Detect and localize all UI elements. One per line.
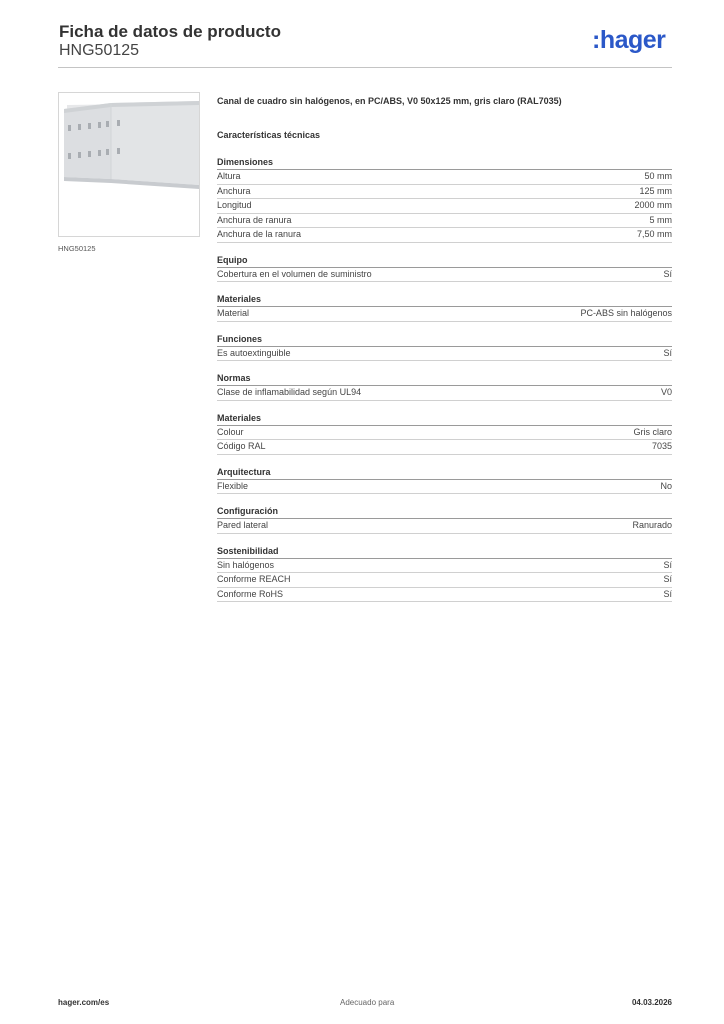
spec-row — [217, 480, 672, 495]
spec-row — [217, 440, 672, 455]
spec-row — [217, 307, 672, 322]
product-description: Canal de cuadro sin halógenos, en PC/ABS, V0 50x125 mm, gris claro (RAL7035) — [217, 96, 562, 106]
spec-value: Sí — [663, 559, 672, 570]
footer-center-text: Adecuado para — [340, 998, 395, 1007]
section-materials-color — [217, 412, 672, 455]
section-title: Materiales — [217, 293, 672, 307]
spec-value: 2000 mm — [634, 200, 672, 210]
spec-row — [217, 588, 672, 603]
spec-value: Sí — [663, 588, 672, 599]
spec-value: Gris claro — [633, 426, 672, 437]
spec-label: Colour — [217, 426, 244, 437]
spec-value: 50 mm — [644, 171, 672, 181]
spec-label: Código RAL — [217, 441, 266, 451]
section-materials — [217, 293, 672, 322]
section-title: Dimensiones — [217, 156, 672, 170]
spec-value: 125 mm — [639, 185, 672, 196]
section-equipment — [217, 254, 672, 283]
technical-characteristics-title: Características técnicas — [217, 130, 321, 140]
spec-value: Sí — [663, 347, 672, 358]
spec-value: Sí — [663, 574, 672, 584]
spec-row — [217, 185, 672, 200]
section-architecture — [217, 466, 672, 495]
spec-row — [217, 199, 672, 214]
spec-value: V0 — [660, 387, 672, 397]
footer-website[interactable]: hager.com/es — [58, 998, 110, 1007]
spec-label: Clase de inflamabilidad según UL94 — [217, 387, 362, 397]
product-details — [217, 95, 672, 602]
spec-label: Anchura de la ranura — [217, 229, 302, 239]
spec-value: 5 mm — [649, 214, 672, 225]
footer-date: 04.03.2026 — [631, 998, 672, 1007]
spec-row — [217, 559, 672, 574]
section-functions — [217, 333, 672, 362]
spec-row — [217, 214, 672, 229]
section-title: Materiales — [217, 412, 672, 426]
spec-label: Longitud — [217, 200, 252, 210]
section-title: Normas — [217, 372, 672, 386]
spec-label: Material — [217, 308, 250, 318]
section-standards — [217, 372, 672, 401]
spec-row — [217, 268, 672, 283]
spec-row — [217, 573, 672, 588]
spec-label: Pared lateral — [217, 520, 269, 530]
product-image — [58, 92, 200, 237]
spec-label: Flexible — [217, 480, 249, 491]
spec-row — [217, 347, 672, 362]
spec-row — [217, 170, 672, 185]
spec-row — [217, 426, 672, 441]
product-code: HNG50125 — [59, 42, 140, 59]
header-divider — [58, 67, 672, 68]
spec-value: Sí — [663, 268, 672, 279]
spec-label: Anchura de ranura — [217, 214, 292, 225]
document-header — [59, 22, 281, 60]
section-sustainability — [217, 545, 672, 603]
document-title: Ficha de datos de producto — [59, 22, 281, 41]
spec-label: Conforme REACH — [217, 574, 291, 584]
spec-label: Es autoextinguible — [217, 347, 291, 358]
logo-text: :hager — [592, 26, 666, 54]
cable-duct-illustration — [59, 93, 199, 236]
spec-value: PC-ABS sin halógenos — [580, 308, 672, 318]
section-title: Configuración — [217, 505, 672, 519]
image-caption: HNG50125 — [58, 244, 96, 253]
spec-label: Conforme RoHS — [217, 588, 284, 599]
spec-value: Ranurado — [632, 520, 672, 530]
spec-value: No — [660, 480, 672, 491]
spec-value: 7035 — [651, 441, 672, 451]
section-dimensions — [217, 156, 672, 243]
hager-logo — [592, 24, 677, 58]
spec-row — [217, 519, 672, 534]
section-title: Arquitectura — [217, 466, 672, 480]
section-title: Funciones — [217, 333, 672, 347]
spec-row — [217, 228, 672, 243]
spec-label: Cobertura en el volumen de suministro — [217, 268, 372, 279]
section-title: Sostenibilidad — [217, 545, 672, 559]
spec-label: Anchura — [217, 185, 251, 196]
section-configuration — [217, 505, 672, 534]
spec-row — [217, 386, 672, 401]
spec-label: Altura — [217, 171, 241, 181]
section-title: Equipo — [217, 254, 672, 268]
spec-value: 7,50 mm — [636, 229, 672, 239]
spec-label: Sin halógenos — [217, 559, 275, 570]
